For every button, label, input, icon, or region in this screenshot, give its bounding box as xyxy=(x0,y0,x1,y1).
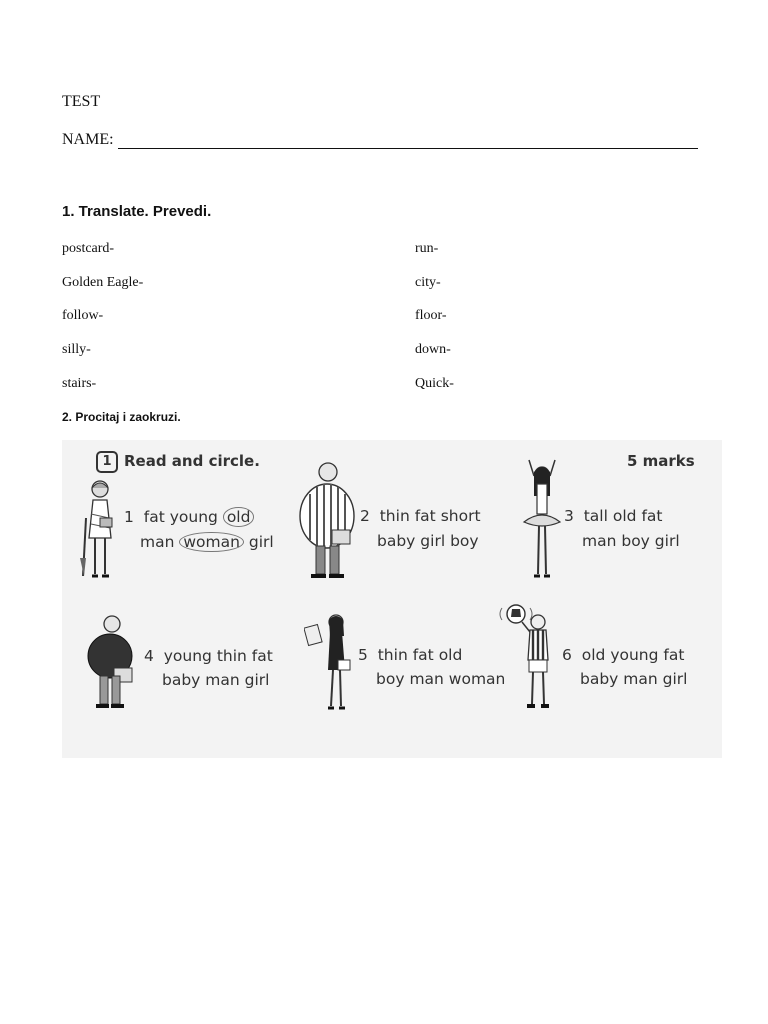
translate-word: city- xyxy=(415,275,441,290)
word-choice[interactable]: fat xyxy=(251,647,273,665)
translate-word: down- xyxy=(415,342,451,357)
translate-word: follow- xyxy=(62,308,104,323)
item-2-line-2 xyxy=(377,532,479,550)
circled-word-choice[interactable]: woman xyxy=(179,532,244,552)
exercise-marks: 5 marks xyxy=(627,452,695,470)
item-3-line-1 xyxy=(564,507,663,525)
exercise-number-badge: 1 xyxy=(96,451,118,473)
translate-word: postcard- xyxy=(62,241,115,256)
fat-man-basket-figure xyxy=(82,612,140,712)
word-choice[interactable]: man xyxy=(409,670,444,688)
item-4-line-1 xyxy=(144,647,273,665)
word-choice[interactable]: thin xyxy=(377,646,408,664)
word-choice[interactable]: young xyxy=(610,646,659,664)
item-number: 4 xyxy=(144,647,154,665)
word-choice[interactable]: baby xyxy=(377,532,416,550)
word-choice[interactable]: tall xyxy=(583,507,608,525)
young-boy-football-figure xyxy=(498,600,558,714)
item-5-line-1 xyxy=(358,646,462,664)
item-6-line-2 xyxy=(580,670,687,688)
exercise-title: Read and circle. xyxy=(124,452,260,470)
word-choice[interactable]: boy xyxy=(621,532,650,550)
item-number: 1 xyxy=(124,508,134,526)
translate-word: stairs- xyxy=(62,376,97,391)
word-choice[interactable]: young xyxy=(169,508,218,526)
word-choice[interactable]: young xyxy=(163,647,212,665)
word-choice[interactable]: fat xyxy=(641,507,663,525)
item-1-line-1 xyxy=(124,507,254,527)
word-choice[interactable]: man xyxy=(205,671,240,689)
item-number: 3 xyxy=(564,507,574,525)
word-choice[interactable]: girl xyxy=(654,532,680,550)
translate-word: Quick- xyxy=(415,376,454,391)
word-choice[interactable]: baby xyxy=(162,671,201,689)
item-2-line-1 xyxy=(360,507,481,525)
translate-word: Golden Eagle- xyxy=(62,275,144,290)
fat-man-figure xyxy=(296,460,358,582)
item-number: 2 xyxy=(360,507,370,525)
word-choice[interactable]: fat xyxy=(663,646,685,664)
word-choice[interactable]: old xyxy=(612,507,637,525)
thin-woman-figure xyxy=(304,610,354,714)
word-choice[interactable]: boy xyxy=(376,670,405,688)
word-choice[interactable]: short xyxy=(440,507,481,525)
section2-heading: 2. Procitaj i zaokruzi. xyxy=(62,410,181,424)
word-choice[interactable]: man xyxy=(140,533,175,551)
item-5-line-2 xyxy=(376,670,505,688)
old-woman-figure xyxy=(76,478,122,582)
item-number: 6 xyxy=(562,646,572,664)
word-choice[interactable]: thin xyxy=(379,507,410,525)
word-choice[interactable]: girl xyxy=(244,671,270,689)
word-choice[interactable]: boy xyxy=(450,532,479,550)
tall-girl-figure xyxy=(520,456,564,582)
word-choice[interactable]: fat xyxy=(414,507,436,525)
item-3-line-2 xyxy=(582,532,680,550)
translate-word: run- xyxy=(415,241,439,256)
word-choice[interactable]: woman xyxy=(448,670,506,688)
word-choice[interactable]: man xyxy=(582,532,617,550)
word-choice[interactable]: girl xyxy=(248,533,274,551)
word-choice[interactable]: baby xyxy=(580,670,619,688)
read-and-circle-exercise xyxy=(62,440,722,758)
word-choice[interactable]: girl xyxy=(420,532,446,550)
word-choice[interactable]: man xyxy=(623,670,658,688)
section1-heading: 1. Translate. Prevedi. xyxy=(62,203,212,220)
word-choice[interactable]: old xyxy=(581,646,606,664)
name-write-line xyxy=(118,148,698,149)
circled-word-choice[interactable]: old xyxy=(223,507,255,527)
word-choice[interactable]: old xyxy=(438,646,463,664)
item-6-line-1 xyxy=(562,646,684,664)
item-number: 5 xyxy=(358,646,368,664)
name-label: NAME: xyxy=(62,131,114,148)
translate-word: silly- xyxy=(62,342,91,357)
item-1-line-2 xyxy=(140,532,274,552)
word-choice[interactable]: thin xyxy=(216,647,247,665)
item-4-line-2 xyxy=(162,671,269,689)
word-choice[interactable]: fat xyxy=(412,646,434,664)
word-choice[interactable]: girl xyxy=(662,670,688,688)
test-title: TEST xyxy=(62,93,101,110)
translate-word: floor- xyxy=(415,308,447,323)
word-choice[interactable]: fat xyxy=(143,508,165,526)
